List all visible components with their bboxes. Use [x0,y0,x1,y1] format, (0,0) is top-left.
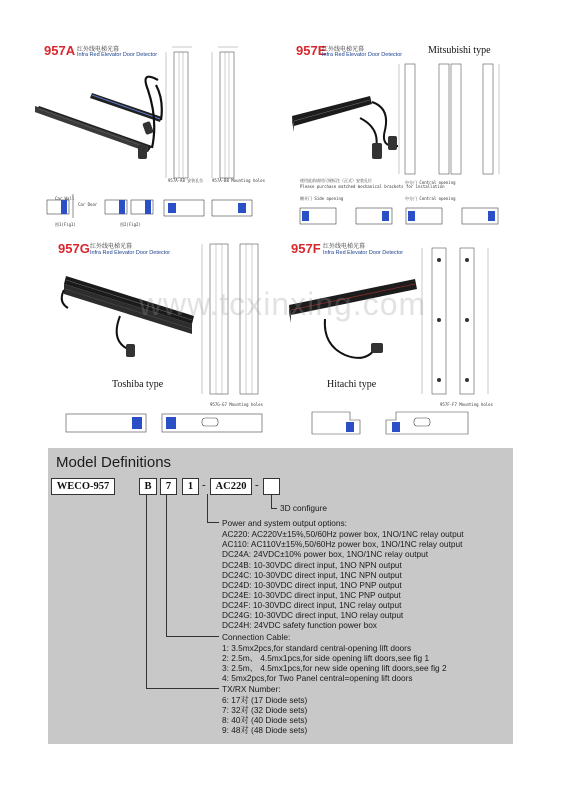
profile-diagram-957f [306,406,476,442]
dimension-drawing-957f [400,240,510,400]
profile-diagram-957e [296,202,516,232]
product-code-957e: 957E [296,43,327,58]
watermark: www.tcxinxing.com [138,286,427,322]
connector-cable [166,494,167,636]
power-option-dc24g: DC24G: 10-30VDC direct input, 1NO relay output [222,610,404,620]
txrx-option-8: 8: 40对 (40 Diode sets) [222,715,308,725]
power-option-dc24h: DC24H: 24VDC safety function power box [222,620,377,630]
model-box-config: B [139,478,157,495]
model-box-empty [263,478,280,495]
note-957e-central-opening: 中分门 Central opening [405,196,456,201]
type-label-toshiba: Toshiba type [112,379,164,390]
product-code-957a: 957A [44,43,76,58]
model-dash-2: - [255,479,259,491]
power-option-ac220: AC220: AC220V±15%,50/60Hz power box, 1NO/1NC relay output [222,529,464,539]
product-en-957g: Infra Red Elevator Door Detector [90,250,171,256]
note-957e-central: 中分门 Central opening [405,180,456,185]
connector-txrx-h [146,688,219,689]
product-en-957a: Infra Red Elevator Door Detector [77,52,158,58]
note-957e-side: 侧开门 Side opening [300,196,344,201]
product-cn-957f: 红外线电梯光幕 [323,243,366,250]
product-en-957e: Infra Red Elevator Door Detector [322,52,403,58]
label-car-wall: Car Wall [55,196,75,201]
label-fig2: 图2(Fig2) [120,222,141,227]
model-box-series: WECO-957 [51,478,115,495]
txrx-option-6: 6: 17对 (17 Diode sets) [222,695,308,705]
power-option-dc24a: DC24A: 24VDC±10% power box, 1NO/1NC relay output [222,549,429,559]
model-definitions-panel [48,448,513,744]
model-box-txrx: 7 [160,478,177,495]
model-box-power: AC220 [210,478,252,495]
label-car-door: Car Door [78,202,98,207]
cable-option-1: 1: 3.5mx2pcs,for standard central-opening lift doors [222,643,412,653]
product-code-957g: 957G [58,241,90,256]
note-957e-right: Please purchase matched mechanical brackets for installation [300,184,445,189]
product-cn-957a: 红外线电梯光幕 [77,46,120,53]
cable-option-3: 3: 2.5m、 4.5mx1pcs,for new side opening lift doors,see fig 2 [222,663,447,673]
txrx-option-9: 9: 48对 (48 Diode sets) [222,725,308,735]
product-code-957f: 957F [291,241,321,256]
profile-diagram-957a [160,194,260,224]
model-definitions-title: Model Definitions [56,454,172,471]
product-image-957g [60,262,200,362]
power-option-dc24f: DC24F: 10-30VDC direct input, 1NC relay output [222,600,402,610]
note-957f-holes: 957F-F7 Mounting holes [440,402,493,407]
power-option-dc24c: DC24C: 10-30VDC direct input, 1NC NPN output [222,570,402,580]
power-option-dc24b: DC24B: 10-30VDC direct input, 1NO NPN output [222,560,402,570]
connector-cable-h [166,636,219,637]
product-cn-957g: 红外线电梯光幕 [90,243,133,250]
product-image-957e [290,88,400,168]
profile-diagram-957g [62,408,267,438]
power-option-ac110: AC110: AC110V±15%,50/60Hz power box, 1NO/1NC relay output [222,539,463,549]
cable-option-4: 4: 5mx2pcs,for Two Panel central=opening lift doors [222,673,413,683]
note-957e-left: 使用此前请用尺规标注（正式）安装孔位 [300,178,372,183]
model-dash-1: - [202,479,206,491]
dimension-drawing-957g [196,236,276,396]
config-label: 3D configure [280,503,328,513]
dimension-drawing-957a [162,44,257,184]
model-box-cable: 1 [182,478,199,495]
power-header: Power and system output options: [222,518,347,528]
txrx-header: TX/RX Number: [222,684,281,694]
dimension-drawing-957e [395,58,510,188]
product-cn-957e: 红外线电梯光幕 [322,46,365,53]
power-option-dc24d: DC24D: 10-30VDC direct input, 1NO PNP output [222,580,402,590]
note-957a-left: 957A-A8 安装孔位 [168,178,204,183]
connector-config [271,494,272,508]
cable-option-2: 2: 2.5m、 4.5mx1pcs,for side opening lift doors,see fig 1 [222,653,430,663]
product-en-957f: Infra Red Elevator Door Detector [323,250,404,256]
cable-header: Connection Cable: [222,632,291,642]
label-fig1: 图1(Fig1) [55,222,76,227]
power-option-dc24e: DC24E: 10-30VDC direct input, 1NC PNP output [222,590,401,600]
product-image-957a [30,60,165,165]
type-label-mitsubishi: Mitsubishi type [428,45,491,56]
type-label-hitachi: Hitachi type [327,379,377,390]
connector-config-h [271,508,277,509]
note-957g-holes: 957G-G7 Mounting holes [210,402,263,407]
connector-txrx [146,494,147,688]
txrx-option-7: 7: 32对 (32 Diode sets) [222,705,308,715]
note-957a-right: 957A-B8 Mounting holes [212,178,265,183]
connector-power [207,494,208,522]
connector-power-h [207,522,219,523]
